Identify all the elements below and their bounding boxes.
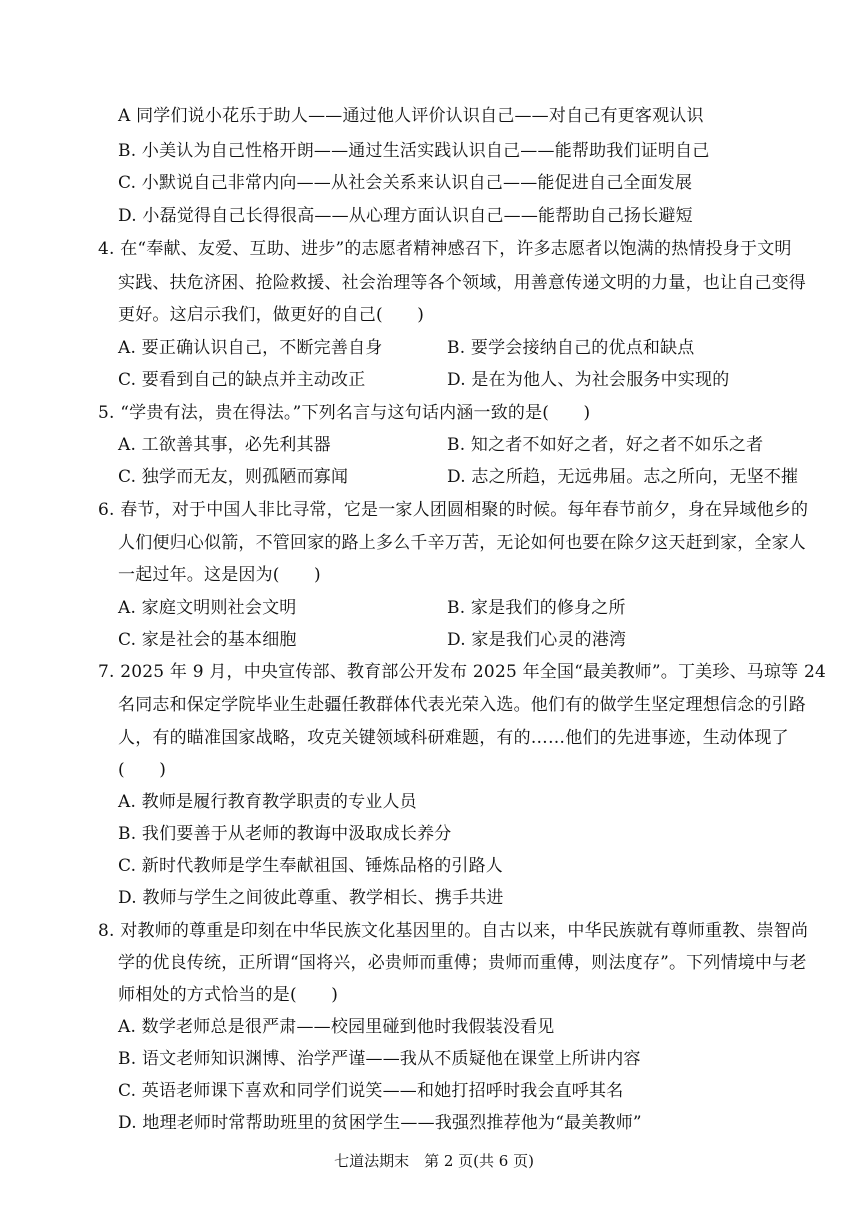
q5-option-b: B. 知之者不如好之者，好之者不如乐之者	[447, 435, 764, 455]
q3-option-c: C. 小默说自己非常内向——从社会关系来认识自己——能促进自己全面发展	[118, 173, 693, 193]
q4-stem-line-1: 4. 在“奉献、友爱、互助、进步”的志愿者精神感召下，许多志愿者以饱满的热情投身于文明	[98, 239, 792, 259]
q6-stem-line-3: 一起过年。这是因为( )	[118, 565, 321, 585]
q4-stem-line-2: 实践、扶危济困、抢险救援、社会治理等各个领域，用善意传递文明的力量，也让自己变得	[118, 273, 806, 293]
q8-option-c: C. 英语老师课下喜欢和同学们说笑——和她打招呼时我会直呼其名	[118, 1081, 624, 1101]
q4-option-d: D. 是在为他人、为社会服务中实现的	[447, 370, 730, 390]
q7-stem-line-2: 名同志和保定学院毕业生赴疆任教群体代表光荣入选。他们有的做学生坚定理想信念的引路	[118, 695, 806, 715]
q6-option-c: C. 家是社会的基本细胞	[118, 630, 297, 650]
q8-stem-line-3: 师相处的方式恰当的是( )	[118, 985, 339, 1005]
q5-option-a: A. 工欲善其事，必先利其器	[118, 435, 331, 455]
q7-stem-line-4: ( )	[118, 760, 167, 780]
q6-stem-line-1: 6. 春节，对于中国人非比寻常，它是一家人团圆相聚的时候。每年春节前夕，身在异域他乡的	[98, 500, 809, 520]
q8-stem-line-2: 学的优良传统，正所谓“国将兴，必贵师而重傅；贵师而重傅，则法度存”。下列情境中与老	[118, 953, 807, 973]
q6-option-b: B. 家是我们的修身之所	[447, 598, 626, 618]
q6-stem-line-2: 人们便归心似箭，不管回家的路上多么千辛万苦，无论如何也要在除夕这天赶到家，全家人	[118, 533, 806, 553]
q7-option-d: D. 教师与学生之间彼此尊重、教学相长、携手共进	[118, 888, 504, 908]
q8-stem-line-1: 8. 对教师的尊重是印刻在中华民族文化基因里的。自古以来，中华民族就有尊师重教、崇智尚	[98, 921, 809, 941]
q7-option-a: A. 教师是履行教育教学职责的专业人员	[118, 792, 417, 812]
q7-stem-line-3: 人，有的瞄准国家战略，攻克关键领域科研难题，有的……他们的先进事迹，生动体现了	[118, 728, 789, 748]
q4-option-a: A. 要正确认识自己，不断完善自身	[118, 338, 383, 358]
q8-option-d: D. 地理老师时常帮助班里的贫困学生——我强烈推荐他为“最美教师”	[118, 1113, 642, 1133]
q3-option-d: D. 小磊觉得自己长得很高——从心理方面认识自己——能帮助自己扬长避短	[118, 206, 693, 226]
q8-option-a: A. 数学老师总是很严肃——校园里碰到他时我假装没看见	[118, 1017, 555, 1037]
q4-option-b: B. 要学会接纳自己的优点和缺点	[447, 338, 695, 358]
q7-option-c: C. 新时代教师是学生奉献祖国、锤炼品格的引路人	[118, 856, 504, 876]
q7-option-b: B. 我们要善于从老师的教诲中汲取成长养分	[118, 824, 452, 844]
q7-stem-line-1: 7. 2025 年 9 月，中央宣传部、教育部公开发布 2025 年全国“最美教师”。丁美珍、马琼等 24	[98, 662, 827, 682]
page-footer: 七道法期末 第 2 页(共 6 页)	[334, 1152, 534, 1170]
q5-option-d: D. 志之所趋，无远弗届。志之所向，无坚不摧	[447, 467, 799, 487]
q8-option-b: B. 语文老师知识渊博、治学严谨——我从不质疑他在课堂上所讲内容	[118, 1049, 641, 1069]
q6-option-a: A. 家庭文明则社会文明	[118, 598, 297, 618]
q4-option-c: C. 要看到自己的缺点并主动改正	[118, 370, 366, 390]
q3-option-a: A 同学们说小花乐于助人——通过他人评价认识自己——对自己有更客观认识	[118, 106, 704, 126]
q3-option-b: B. 小美认为自己性格开朗——通过生活实践认识自己——能帮助我们证明自己	[118, 141, 710, 161]
q4-stem-line-3: 更好。这启示我们，做更好的自己( )	[118, 305, 425, 325]
q5-option-c: C. 独学而无友，则孤陋而寡闻	[118, 467, 349, 487]
q6-option-d: D. 家是我们心灵的港湾	[447, 630, 627, 650]
q5-stem: 5. “学贵有法，贵在得法。”下列名言与这句话内涵一致的是( )	[98, 403, 591, 423]
